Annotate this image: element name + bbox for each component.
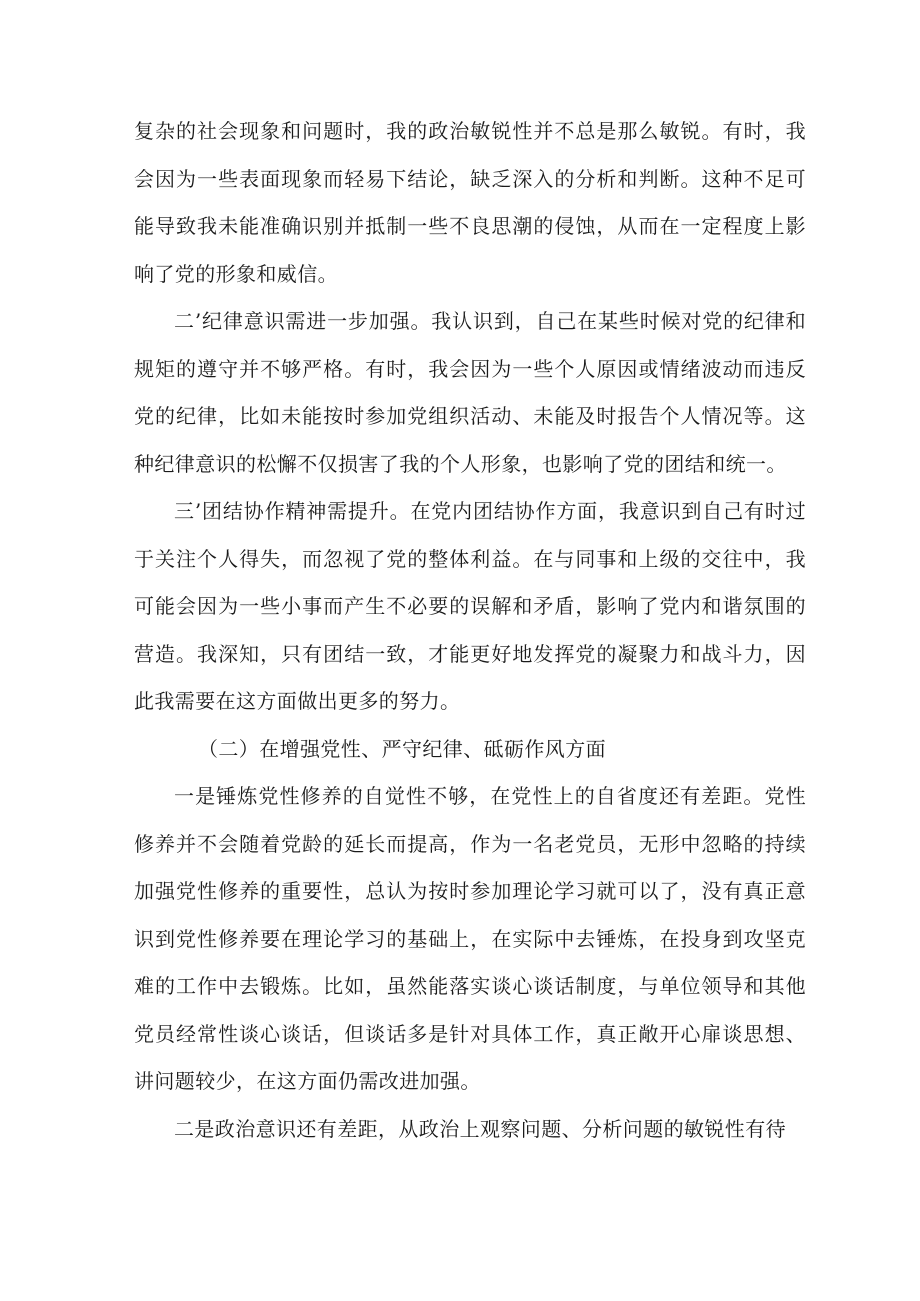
paragraph-teamwork-spirit: 三’团结协作精神需提升。在党内团结协作方面，我意识到自己有时过于关注个人得失，而忽视了党的整体利益。在与同事和上级的交往中，我可能会因为一些小事而产生不必要的误解和矛盾，影响了党内和谐氛围的营造。我深知，只有团结一致，才能更好地发挥党的凝聚力和战斗力，因此我需要在这方面做出更多的努力。 xyxy=(134,499,806,713)
document-body xyxy=(134,108,806,1153)
paragraph-political-awareness: 二是政治意识还有差距，从政治上观察问题、分析问题的敏锐性有待 xyxy=(174,1116,786,1141)
paragraph-party-spirit-cultivation: 一是锤炼党性修养的自觉性不够，在党性上的自省度还有差距。党性修养并不会随着党龄的延长而提高，作为一名老党员，无形中忽略的持续加强党性修养的重要性，总认为按时参加理论学习就可以了，没有真正意识到党性修养要在理论学习的基础上，在实际中去锤炼，在投身到攻坚克难的工作中去锻炼。比如，虽然能落实谈心谈话制度，与单位领导和其他党员经常性谈心谈话，但谈话多是针对具体工作，真正敞开心扉谈思想、讲问题较少，在这方面仍需改进加强。 xyxy=(134,784,806,1093)
paragraph-discipline-awareness: 二’纪律意识需进一步加强。我认识到，自己在某些时候对党的纪律和规矩的遵守并不够严格。有时，我会因为一些个人原因或情绪波动而违反党的纪律，比如未能按时参加党组织活动、未能及时报告个人情况等。这种纪律意识的松懈不仅损害了我的个人形象，也影响了党的团结和统一。 xyxy=(134,309,806,476)
section-heading: （二）在增强党性、严守纪律、砥砺作风方面 xyxy=(198,736,606,761)
paragraph-political-sensitivity-continued: 复杂的社会现象和问题时，我的政治敏锐性并不总是那么敏锐。有时，我会因为一些表面现象而轻易下结论，缺乏深入的分析和判断。这种不足可能导致我未能准确识别并抵制一些不良思潮的侵蚀，从而在一定程度上影响了党的形象和威信。 xyxy=(134,119,806,286)
